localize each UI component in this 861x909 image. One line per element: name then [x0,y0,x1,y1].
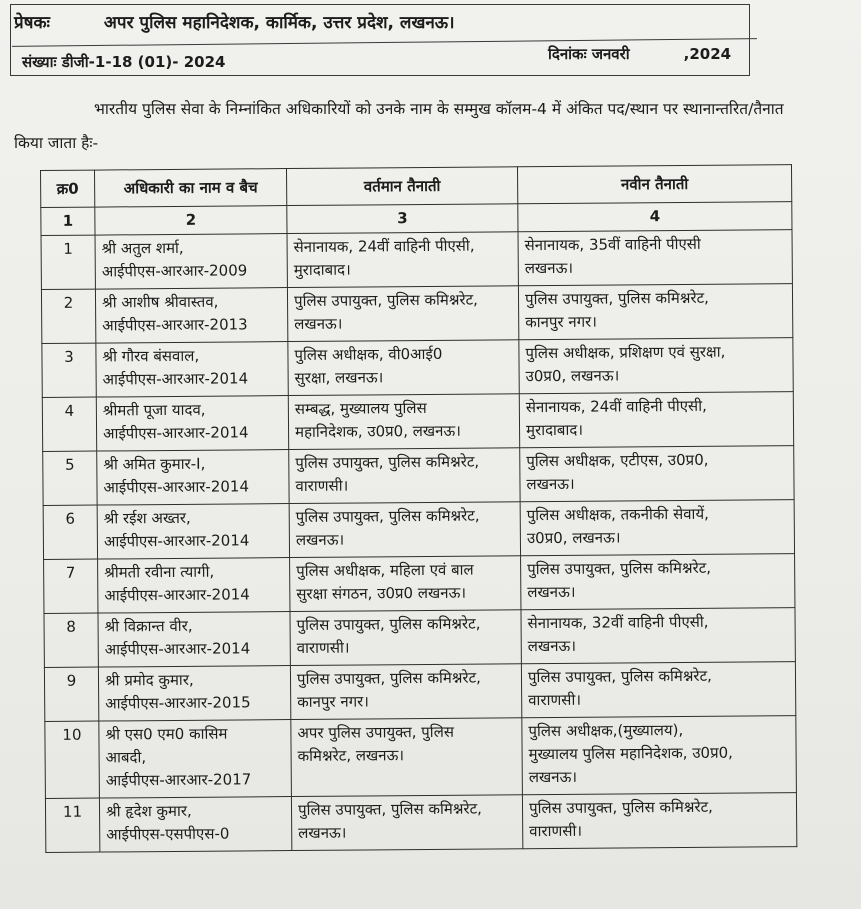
current-posting-cell [290,610,521,666]
current-posting-line: पुलिस उपायुक्त, पुलिस कमिश्नरेट, [297,799,482,819]
intro-paragraph: भारतीय पुलिस सेवा के निम्नांकित अधिकारियों को उनके नाम के सम्मुख कॉलम-4 में अंकित पद/स्थान पर स्थानान्तरित/तैनात किया जाता हैः- [14,100,784,152]
column-number: 3 [287,204,518,234]
officer-line: आईपीएस-आरआर-2014 [102,369,249,389]
current-posting-line: पुलिस अधीक्षक, वी0आई0 [294,344,443,365]
officer-cell [98,558,290,614]
current-posting-line: कानपुर नगर। [297,692,370,711]
officer-line: श्री एस0 एम0 कासिम [105,724,228,744]
new-posting-line: उ0प्र0, लखनऊ। [526,528,621,548]
new-posting-cell [518,230,792,286]
new-posting-line: पुलिस अधीक्षक, तकनीकी सेवायें, [526,504,709,525]
current-posting-cell [287,286,518,342]
officer-cell [96,396,288,452]
new-posting-line: पुलिस उपायुक्त, पुलिस कमिश्नरेट, [527,558,712,579]
officer-line: श्री अतुल शर्मा, [101,238,184,258]
current-posting-line: सुरक्षा संगठन, उ0प्र0 लखनऊ। [296,583,467,603]
current-posting-line: पुलिस उपायुक्त, पुलिस कमिश्नरेट, [296,614,481,634]
current-posting-line: पुलिस उपायुक्त, पुलिस कमिश्नरेट, [296,668,481,688]
officer-line: आबदी, [105,748,147,767]
serial-cell: 6 [43,505,97,559]
sender-name: अपर पुलिस महानिदेशक, कार्मिक, उत्तर प्रदेश, लखनऊ। [103,13,455,33]
current-posting-line: लखनऊ। [295,530,345,550]
serial-cell: 9 [44,667,98,721]
current-posting-cell [291,795,522,851]
current-posting-line: पुलिस उपायुक्त, पुलिस कमिश्नरेट, [295,452,480,473]
new-posting-line: लखनऊ। [528,767,578,787]
new-posting-line: सेनानायक, 24वीं वाहिनी पीएसी, [525,396,707,417]
table-row [42,338,793,398]
new-posting-cell [520,446,794,502]
officer-line: श्री गौरव बंसवाल, [102,346,200,366]
header-new-posting: नवीन तैनाती [517,165,791,204]
current-posting-line: मुरादाबाद। [293,260,351,280]
new-posting-cell [522,716,797,795]
new-posting-cell [519,338,793,394]
officer-cell [98,666,290,722]
serial-cell: 1 [41,235,95,289]
reference-number: संख्याः डीजी-1-18 (01)- 2024 [22,53,226,71]
sender-label: प्रेषकः [14,13,50,33]
header-officer: अधिकारी का नाम व बैच [95,169,287,208]
column-number: 4 [518,202,792,232]
current-posting-cell [287,232,518,288]
officer-cell [99,720,292,799]
serial-cell: 2 [41,289,95,343]
new-posting-line: सेनानायक, 32वीं वाहिनी पीएसी, [527,612,709,633]
officer-cell [97,450,289,506]
current-posting-line: सम्बद्ध, मुख्यालय पुलिस [294,398,427,419]
officer-line: आईपीएस-आरआर-2015 [105,693,251,713]
reference-date [548,44,731,64]
serial-cell: 5 [43,451,97,505]
table-row [44,554,795,614]
current-posting-cell [289,502,520,558]
current-posting-cell [291,718,523,797]
new-posting-cell [521,608,795,664]
table-body [41,230,797,853]
new-posting-line: लखनऊ। [524,258,574,278]
new-posting-cell [518,284,792,340]
new-posting-line: मुख्यालय पुलिस महानिदेशक, उ0प्र0, [528,743,733,764]
sender-row [14,10,455,33]
current-posting-line: सुरक्षा, लखनऊ। [294,368,384,388]
new-posting-cell [521,662,795,718]
new-posting-line: पुलिस अधीक्षक,(मुख्यालय), [528,720,684,741]
current-posting-cell [288,394,519,450]
table-header-row [41,165,792,208]
new-posting-cell [519,392,793,448]
header-serial: क्र0 [41,170,95,207]
new-posting-line: लखनऊ। [527,582,576,602]
officer-cell [97,504,289,560]
table-row [45,793,796,853]
table-row [41,284,792,344]
officer-line: आईपीएस-आरआर-2014 [104,639,251,659]
new-posting-cell [522,793,796,849]
new-posting-line: पुलिस उपायुक्त, पुलिस कमिश्नरेट, [527,666,712,687]
table-row [44,608,795,668]
header-current-posting: वर्तमान तैनाती [286,167,517,206]
new-posting-line: पुलिस अधीक्षक, प्रशिक्षण एवं सुरक्षा, [525,342,726,363]
table-row [41,230,792,290]
officer-line: आईपीएस-आरआर-2013 [102,315,248,335]
new-posting-line: वाराणसी। [528,690,582,710]
serial-cell: 7 [44,559,98,613]
officer-line: श्रीमती पूजा यादव, [102,400,206,420]
officer-line: श्री विक्रान्त वीर, [104,616,193,636]
serial-cell: 3 [42,343,96,397]
officer-line: आईपीएस-एसपीएस-0 [106,824,230,844]
current-posting-cell [289,448,520,504]
officer-line: श्रीमती रवीना त्यागी, [104,562,215,582]
serial-cell: 10 [45,721,100,798]
current-posting-line: कमिश्नरेट, लखनऊ। [297,746,405,765]
officer-line: आईपीएस-आरआर-2017 [105,770,252,790]
officer-line: श्री अमित कुमार-I, [103,454,206,474]
officer-cell [95,288,287,344]
current-posting-cell [290,556,521,612]
current-posting-cell [288,340,519,396]
table-row [43,500,794,560]
new-posting-line: वाराणसी। [529,821,583,841]
new-posting-line: कानपुर नगर। [525,312,598,332]
current-posting-line: वाराणसी। [295,476,349,496]
current-posting-line: वाराणसी। [296,638,350,657]
serial-cell: 8 [44,613,98,667]
column-number: 1 [41,207,95,235]
date-label: दिनांकः जनवरी [548,45,630,63]
officer-line: श्री आशीष श्रीवास्तव, [101,292,219,312]
current-posting-line: अपर पुलिस उपायुक्त, पुलिस [297,722,455,742]
current-posting-cell [290,664,521,720]
current-posting-line: पुलिस उपायुक्त, पुलिस कमिश्नरेट, [293,290,478,311]
current-posting-line: महानिदेशक, उ0प्र0, लखनऊ। [294,421,461,442]
table-row [43,446,794,506]
officer-cell [95,234,287,290]
current-posting-line: पुलिस उपायुक्त, पुलिस कमिश्नरेट, [295,506,480,527]
table-row [45,716,797,799]
officer-cell [98,612,290,668]
officer-cell [99,797,291,853]
serial-cell: 11 [45,798,99,852]
new-posting-cell [521,554,795,610]
postings-table [40,164,797,853]
new-posting-line: सेनानायक, 35वीं वाहिनी पीएसी [524,234,701,255]
new-posting-line: लखनऊ। [527,636,577,656]
new-posting-line: पुलिस उपायुक्त, पुलिस कमिश्नरेट, [524,288,709,309]
new-posting-line: पुलिस उपायुक्त, पुलिस कमिश्नरेट, [528,797,713,818]
officer-line: आईपीएस-आरआर-2014 [103,531,250,551]
new-posting-line: पुलिस अधीक्षक, एटीएस, उ0प्र0, [526,450,709,471]
officer-line: श्री प्रमोद कुमार, [104,670,194,690]
new-posting-line: उ0प्र0, लखनऊ। [525,366,620,386]
new-posting-line: मुरादाबाद। [525,420,584,440]
new-posting-line: लखनऊ। [526,474,575,494]
current-posting-line: पुलिस अधीक्षक, महिला एवं बाल [296,560,474,581]
current-posting-line: लखनऊ। [294,314,343,334]
column-number: 2 [95,206,287,236]
table-row [44,662,795,722]
officer-cell [96,342,288,398]
officer-line: आईपीएस-आरआर-2009 [101,261,248,281]
table-row [42,392,793,452]
officer-line: आईपीएस-आरआर-2014 [103,423,249,443]
current-posting-line: लखनऊ। [298,823,347,842]
officer-line: आईपीएस-आरआर-2014 [104,585,250,605]
officer-line: श्री रईश अख्तर, [103,508,191,528]
date-year: ,2024 [683,45,732,63]
serial-cell: 4 [42,397,96,451]
officer-line: श्री हृदेश कुमार, [105,801,192,821]
current-posting-line: सेनानायक, 24वीं वाहिनी पीएसी, [293,236,475,257]
officer-line: आईपीएस-आरआर-2014 [103,477,250,497]
new-posting-cell [520,500,794,556]
